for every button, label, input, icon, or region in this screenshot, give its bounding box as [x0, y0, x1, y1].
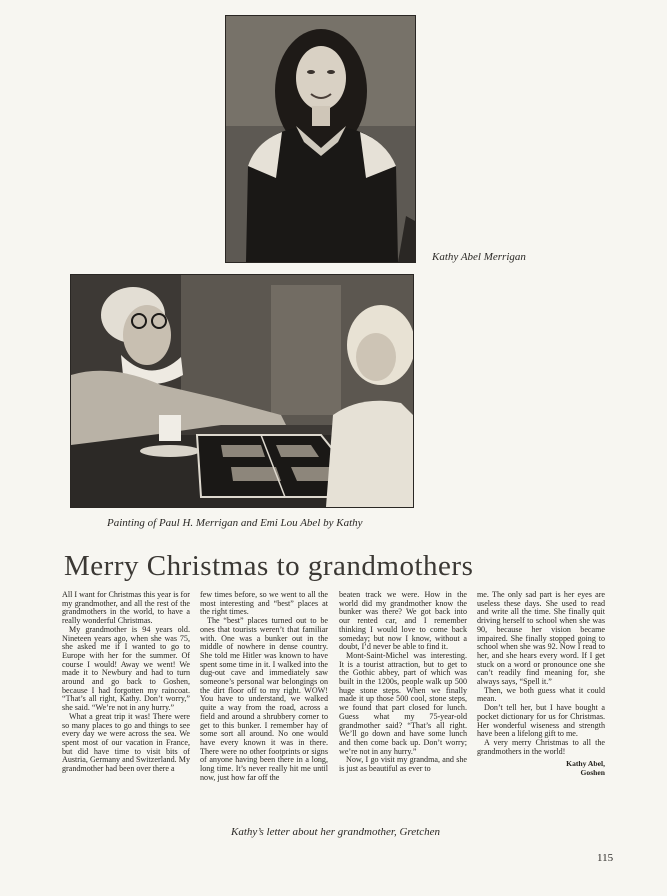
article-paragraph: beaten track we were. How in the world did my grandmother know the bunker was there? We got back into our rented car, and I remember thinking I would love to come back someday; but now I know, without a doubt, I’d never be able to find it. [339, 590, 467, 652]
article-paragraph: few times before, so we went to all the most interesting and “best” places at the right times. [200, 590, 328, 617]
letter-caption: Kathy’s letter about her grandmother, Gretchen [231, 826, 440, 838]
painting-illustration [71, 275, 413, 507]
article-paragraph: What a great trip it was! There were so many places to go and things to see every day we were across the sea. We spent most of our vacation in France, but did have time to visit bits of Austria, Germany and Switzerland. My grandmother had been over there a [62, 711, 190, 774]
page-number: 115 [597, 852, 614, 864]
article-paragraph: Don’t tell her, but I have bought a pocket dictionary for us for Christmas. Her wonderful wiseness and strength have been a lifelong gift to me. [477, 703, 605, 739]
article-paragraph: A very merry Christmas to all the grandmothers in the world! [477, 737, 605, 756]
signature-place: Goshen [580, 768, 605, 778]
portrait-caption: Kathy Abel Merrigan [432, 251, 526, 263]
article-paragraph: Then, we both guess what it could mean. [477, 685, 605, 704]
article-paragraph: My grandmother is 94 years old. Nineteen years ago, when she was 75, she asked me if I wanted to go to Europe with her for the summer. Of course I would! Away we went! We made it to Newbury and had to turn around and go back to Goshen, because I had forgotten my raincoat. “That’s all right, Kathy. Don’t worry,” she said. “We’re not in any hurry.” [62, 624, 190, 713]
article-column-1 [62, 591, 190, 774]
article-column-4 [477, 591, 605, 777]
article-paragraph: The “best” places turned out to be ones that tourists weren’t that familiar with. One was a bunker out in the middle of nowhere in dense country. She told me Hitler was known to have spent some time in it. I walked into the dug-out cave and immediately saw someone’s personal war belongings on the dirt floor off to my right. WOW! You have to understand, we walked quite a way from the road, across a field and around a shrubbery corner to get to this bunker. I remember hay of some sort all around. No one would have every known it was in there. There were no other footprints or signs of anyone having been there in a long, long time. It’s never really hit me until now, just how far off the [200, 616, 328, 782]
article-column-3 [339, 591, 467, 774]
article-headline: Merry Christmas to grandmothers [64, 550, 474, 582]
article-paragraph: All I want for Christmas this year is for my grandmother, and all the rest of the grandmothers in the world, to have a really wonderful Christmas. [62, 590, 190, 626]
article-paragraph: Mont-Saint-Michel was interesting. It is a tourist attraction, but to get to the Gothic abbey, part of which was built in the 1200s, people walk up 500 huge stone steps. When we finally made it up those 500 cool, stone steps, we found that part closed for lunch. Guess what my 75-year-old grandmother said? “That’s all right. We’ll go down and have some lunch and then come back up. Don’t worry; we’re not in any hurry.” [339, 650, 467, 756]
portrait-photo [225, 15, 416, 263]
portrait-illustration [226, 16, 415, 262]
article-paragraph: Now, I go visit my grandma, and she is just as beautiful as ever to [339, 755, 467, 774]
signature-name: Kathy Abel, [566, 759, 605, 769]
painting-caption: Painting of Paul H. Merrigan and Emi Lou Abel by Kathy [107, 517, 363, 529]
article-paragraph: me. The only sad part is her eyes are useless these days. She used to read and write all the time. She finally quit driving herself to school when she was 90, because her vision became impaired. She finally stopped going to school when she was 92. Now I read to her, and she hears every word. If I get stuck on a word or pronounce one she can’t readily find meaning for, she always says, “Spell it.” [477, 590, 605, 687]
painting-photo [70, 274, 414, 508]
article-signature [477, 759, 605, 777]
article-column-2 [200, 591, 328, 782]
